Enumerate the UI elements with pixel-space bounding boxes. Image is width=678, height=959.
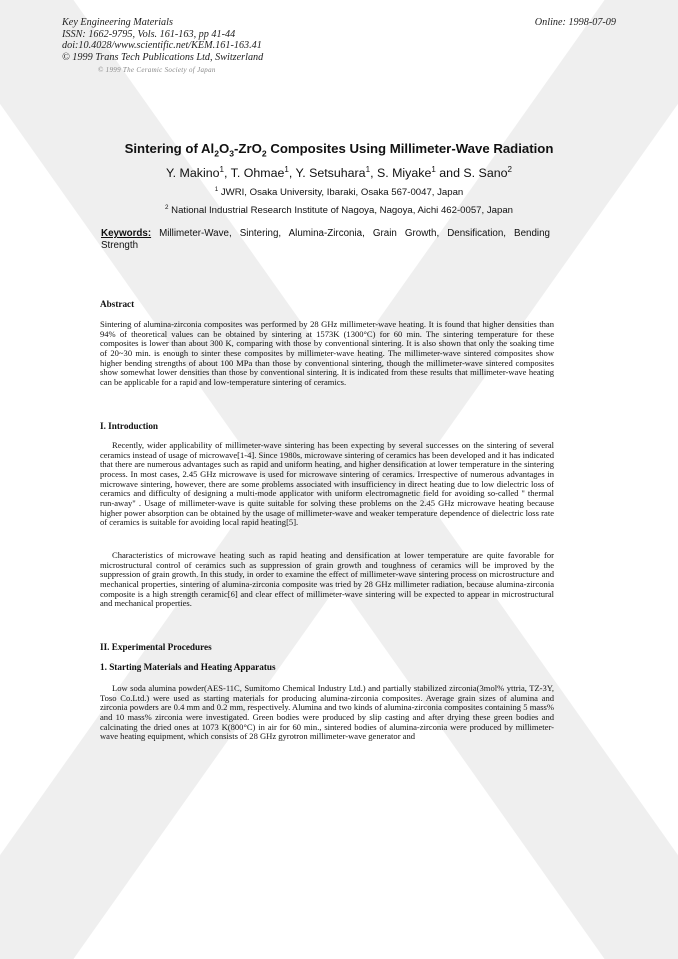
paper-title: Sintering of $Al_2O_3-ZrO_2$ Composites Using Millimeter-Wave Radiation: [124, 141, 554, 159]
affiliation-1: $^1$ JWRI, Osaka University, Ibaraki, Osaka 567-0047, Japan: [214, 185, 464, 198]
introduction-heading: I. Introduction: [100, 421, 159, 431]
author-list: Y. Makino$^1$, T. Ohmae$^1$, Y. Setsuhara$^1$, S. Miyake$^1$ and S. Sano$^2$: [166, 164, 512, 180]
copyright-line: © 1999 Trans Tech Publications Ltd, Switzerland: [62, 51, 264, 63]
keywords-label: Keywords:: [101, 228, 152, 239]
doi-line: doi:10.4028/www.scientific.net/KEM.161-163.41: [62, 40, 262, 52]
affiliation-2: $^2$ National Industrial Research Institute of Nagoya, Nagoya, Aichi 462-0057, Japan: [165, 203, 513, 216]
introduction-paragraph-2: Characteristics of microwave heating such as rapid heating and densification at lower temperature are quite favorable for microstructural control of ceramics such as suppression of grain growth and toughness of ceramics will be improved by the suppression of grain growth. In this study, in order to examine the effect of millimeter-wave sintering process on microstructure and mechanical properties, sintering of alumina-zirconia composite was tried by 28 GHz millimeter radiation, because alumina-zirconia composite is a high strength ceramic[6] and clear effect of millimeter-wave sintering will be expected to appear in microstructural and mechanical properties.: [100, 550, 554, 609]
journal-header: [62, 17, 263, 63]
abstract-text: Sintering of alumina-zirconia composites was performed by 28 GHz millimeter-wave heating. It is found that higher densities than 94% of theoretical values can be obtained by sintering at 1573K (1300°C) for 60 min. The sintering temperature for these composites is lower than about 300 K, comparing with those by conventional sintering. It is also shown that only the soaking time of 20~30 min. is enough to sinter these composites by millimeter-wave heating. The millimeter-wave sintered composites show higher bending strengths of about 100 MPa than those by conventional sintering, though the millimeter-wave sintered composites show somewhat lower densities than those by conventional sintering. It is indicated from these results that millimeter-wave heating can be applicable for a rapid and low-temperature sintering of ceramics.: [100, 319, 554, 387]
issn-line: ISSN: 1662-9795, Vols. 161-163, pp 41-44: [62, 28, 236, 40]
materials-paragraph: Low soda alumina powder(AES-11C, Sumitomo Chemical Industry Ltd.) and partially stabilized zirconia(3mol% yttria, TZ-3Y, Toso Co.Ltd.) were used as starting materials for producing alumina-zirconia composites. Average grain sizes of alumina and zirconia powders are 0.4 mm and 0.2 mm, respectively. Alumina and two kinds of alumina-zirconia composites containing 5 mass% and 10 mass% zirconia were investigated. Green bodies were produced by slip casting and after drying these green bodies and calcinating the dried ones at 1073 K(800°C) in air for 60 min., sintered bodies of alumina-zirconia were produced by millimeter-wave heating equipment, which consists of 28 GHz gyrotron millimeter-wave generator and: [100, 683, 554, 742]
online-date: Online: 1998-07-09: [534, 17, 616, 28]
abstract-heading: Abstract: [100, 299, 135, 309]
introduction-paragraph-1: Recently, wider applicability of millimeter-wave sintering has been expecting by several successes on the sintering of several ceramics instead of usage of microwave[1-4]. Since 1980s, microwave sintering of ceramics has been developed and it has indicated that there are numerous advantages such as rapid and uniform heating, and higher densification at lower temperature in the sintering process. In most cases, 2.45 GHz microwave is used for microwave sintering of ceramics. Irrespective of numerous advantages in microwave sintering, however, there are some problems associated with insufficiency in direct heating due to low dielectric loss of ceramics and difficulty of designing a multi-mode applicator with uniform electromagnetic field for avoiding so-called " thermal run-away" . Usage of millimeter-wave is quite suitable for solving these problems on the 2.45 GHz microwave heating because higher power absorption can be obtained by the usage of millimeter-wave and weaker temperature dependence of dielectric loss rate of ceramics is suitable for avoiding local rapid heating[5].: [100, 440, 554, 528]
materials-subheading: 1. Starting Materials and Heating Apparatus: [100, 662, 276, 672]
society-copyright: © 1999 The Ceramic Society of Japan: [98, 66, 216, 74]
keywords-text: Millimeter-Wave, Sintering, Alumina-Zirconia, Grain Growth, Densification, Bending Strength: [101, 228, 550, 251]
experimental-heading: II. Experimental Procedures: [100, 642, 212, 652]
journal-name: Key Engineering Materials: [62, 17, 173, 28]
keywords: [101, 228, 550, 252]
